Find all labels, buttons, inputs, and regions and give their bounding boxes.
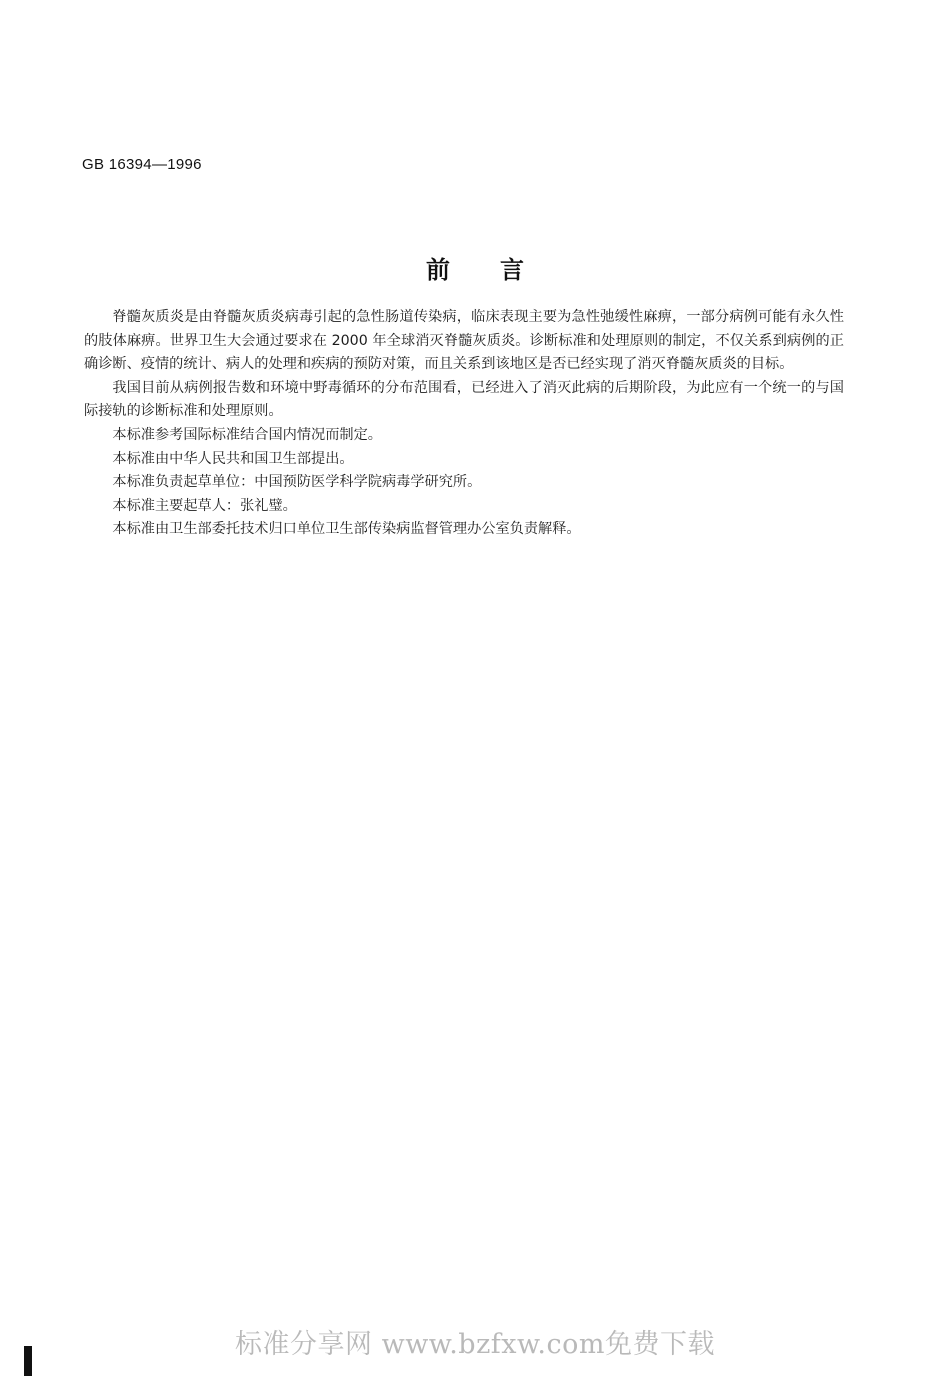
title-char-1: 前 [426, 256, 450, 284]
paragraph: 我国目前从病例报告数和环境中野毒循环的分布范围看，已经进入了消灭此病的后期阶段，为此应有一个统一的与国际接轨的诊断标准和处理原则。 [84, 379, 844, 420]
page-title [0, 250, 950, 285]
standard-code: GB 16394—1996 [82, 156, 202, 173]
paragraph: 脊髓灰质炎是由脊髓灰质炎病毒引起的急性肠道传染病，临床表现主要为急性弛缓性麻痹，一部分病例可能有永久性的肢体麻痹。世界卫生大会通过要求在 2000 年全球消灭脊髓灰质炎。诊断标准和处理原则的制定，不仅关系到病例的正确诊断、疫情的统计、病人的处理和疾病的预防对策，而且关系到该地区是否已经实现了消灭脊髓灰质炎的目标。 [84, 309, 844, 373]
site-watermark: 标准分享网 www.bzfxw.com免费下载 [235, 1329, 715, 1360]
paragraph: 本标准由中华人民共和国卫生部提出。 [112, 450, 354, 467]
foreword-body [84, 306, 844, 542]
paragraph: 本标准主要起草人：张礼璧。 [112, 497, 297, 514]
scan-edge-mark [24, 1346, 32, 1376]
title-char-2: 言 [500, 256, 524, 284]
paragraph: 本标准参考国际标准结合国内情况而制定。 [112, 426, 382, 443]
paragraph: 本标准由卫生部委托技术归口单位卫生部传染病监督管理办公室负责解释。 [112, 521, 581, 538]
paragraph: 本标准负责起草单位：中国预防医学科学院病毒学研究所。 [112, 474, 482, 491]
